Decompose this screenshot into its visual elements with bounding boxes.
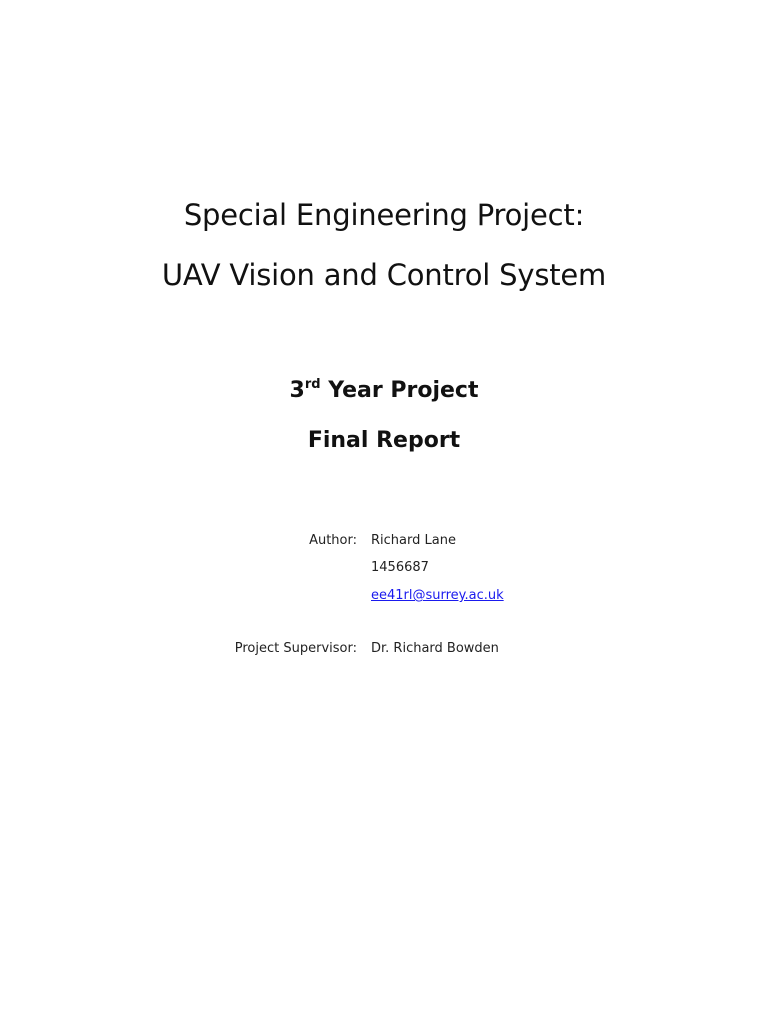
author-email-link[interactable]: ee41rl@surrey.ac.uk (371, 588, 504, 603)
author-email-row (371, 588, 504, 603)
year-ordinal-suffix: rd (304, 377, 321, 392)
supervisor-label: Project Supervisor: (234, 641, 357, 656)
subtitle-final-report: Final Report (307, 428, 461, 453)
supervisor-name: Dr. Richard Bowden (371, 641, 499, 656)
title-line-2: UAV Vision and Control System (161, 258, 607, 292)
year-number: 3 (289, 378, 305, 403)
author-label: Author: (309, 533, 357, 548)
year-project-text: Year Project (320, 378, 479, 403)
author-name: Richard Lane (371, 533, 456, 548)
subtitle-year-project (0, 378, 768, 403)
author-student-id: 1456687 (371, 560, 429, 575)
title-line-1: Special Engineering Project: (183, 198, 585, 232)
